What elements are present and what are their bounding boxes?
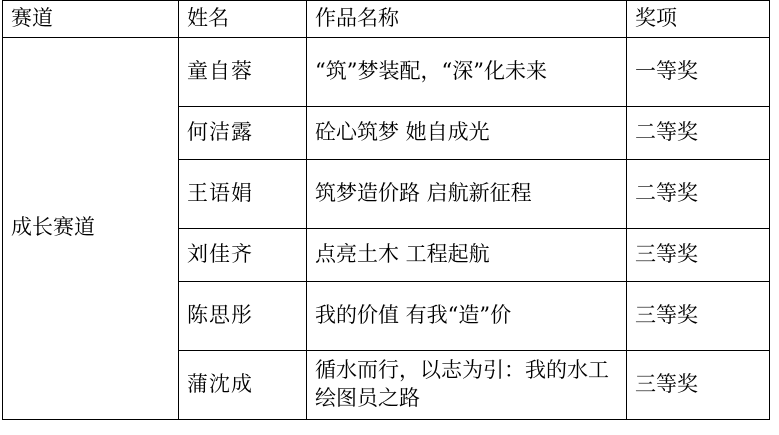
work-cell: 砼心筑梦 她自成光	[307, 106, 627, 159]
name-cell: 王语娟	[179, 159, 307, 228]
table-header-row	[3, 1, 770, 38]
award-cell: 三等奖	[627, 350, 770, 419]
award-cell: 三等奖	[627, 281, 770, 350]
work-cell: 循水而行，以志为引：我的水工绘图员之路	[307, 350, 627, 419]
work-cell: “筑”梦装配，“深”化未来	[307, 37, 627, 106]
award-cell: 二等奖	[627, 106, 770, 159]
award-table	[2, 0, 770, 420]
name-cell: 蒲沈成	[179, 350, 307, 419]
table-row	[3, 37, 770, 106]
name-cell: 童自蓉	[179, 37, 307, 106]
work-cell: 筑梦造价路 启航新征程	[307, 159, 627, 228]
award-cell: 二等奖	[627, 159, 770, 228]
column-header-name: 姓名	[179, 1, 307, 38]
column-header-work: 作品名称	[307, 1, 627, 38]
column-header-track: 赛道	[3, 1, 179, 38]
work-cell: 我的价值 有我“造”价	[307, 281, 627, 350]
award-cell: 三等奖	[627, 228, 770, 281]
award-cell: 一等奖	[627, 37, 770, 106]
table-body	[3, 37, 770, 419]
name-cell: 何洁露	[179, 106, 307, 159]
work-cell: 点亮土木 工程起航	[307, 228, 627, 281]
column-header-award: 奖项	[627, 1, 770, 38]
track-cell: 成长赛道	[3, 37, 179, 419]
table-header	[3, 1, 770, 38]
name-cell: 刘佳齐	[179, 228, 307, 281]
name-cell: 陈思彤	[179, 281, 307, 350]
